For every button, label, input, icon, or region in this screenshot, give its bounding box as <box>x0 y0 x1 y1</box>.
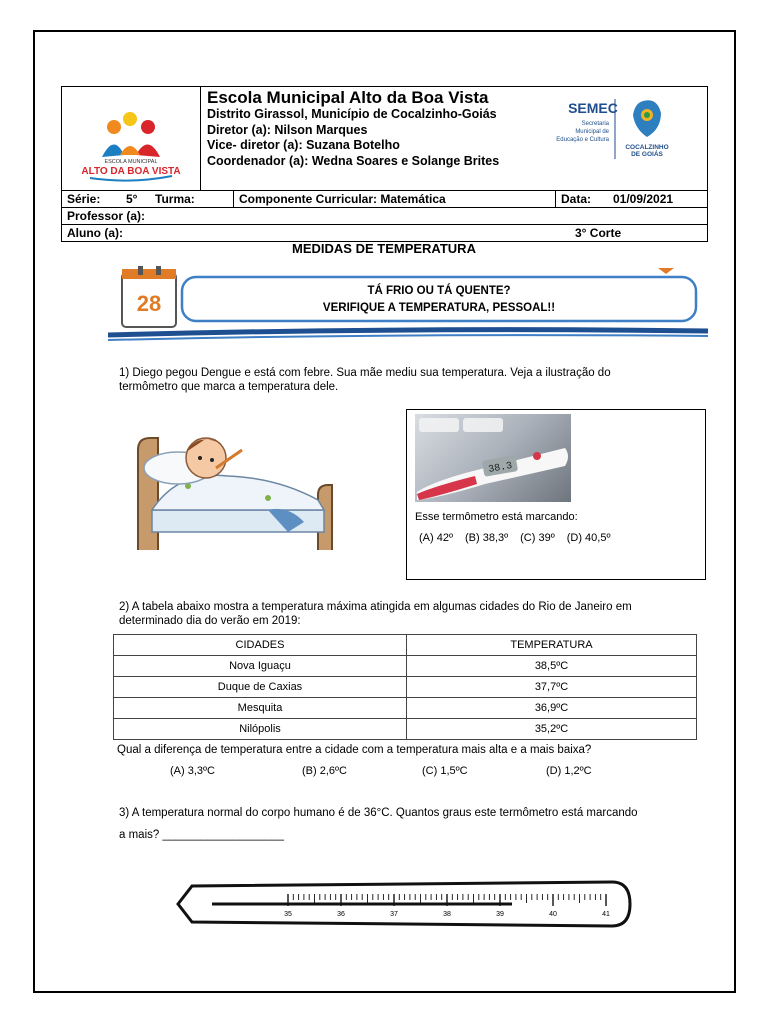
student-field: Aluno (a): <box>67 226 123 240</box>
district-line: Distrito Girassol, Município de Cocalzinho-Goiás <box>207 107 497 121</box>
q1-line-1: 1) Diego pegou Dengue e está com febre. Sua mãe mediu sua temperatura. Veja a ilustração do <box>119 367 611 379</box>
table-cell-temp: 37,7ºC <box>407 677 697 698</box>
date-value: 01/09/2021 <box>613 192 674 206</box>
header-row-class <box>62 191 707 208</box>
digital-thermometer-image <box>415 414 571 502</box>
logo-text-main: ALTO DA BOA VISTA <box>81 166 181 177</box>
serie-value: 5° <box>126 192 138 206</box>
logo-text-top: ESCOLA MUNICIPAL <box>104 159 158 165</box>
vice-director-line: Vice- diretor (a): Suzana Botelho <box>207 138 400 152</box>
mercury-thermometer <box>172 876 632 932</box>
q1-option-c[interactable]: (C) 39º <box>520 532 555 544</box>
scale-label: 39 <box>496 911 504 918</box>
scale-label: 35 <box>284 911 292 918</box>
header-row-student <box>62 225 707 241</box>
table-cell-temp: 38,5ºC <box>407 656 697 677</box>
thermometer-caption: Esse termômetro está marcando: <box>415 511 578 523</box>
teacher-field: Professor (a): <box>67 209 146 223</box>
school-logo <box>62 87 201 190</box>
coordinator-line: Coordenador (a): Wedna Soares e Solange Brites <box>207 153 500 168</box>
scale-label: 40 <box>549 911 557 918</box>
table-cell-city: Nilópolis <box>114 719 407 740</box>
table-row <box>114 719 697 740</box>
semec-title: SEMEC <box>568 100 618 116</box>
page-title: MEDIDAS DE TEMPERATURA <box>292 241 476 256</box>
table-header-row <box>114 635 697 656</box>
table-row <box>114 656 697 677</box>
semec-logo <box>551 93 701 173</box>
q2-question: Qual a diferença de temperatura entre a cidade com a temperatura mais alta e a mais baixa? <box>117 744 592 756</box>
school-name: Escola Municipal Alto da Boa Vista <box>207 88 489 107</box>
q1-options <box>419 532 611 544</box>
table-header-temperature: TEMPERATURA <box>407 635 697 656</box>
director-line: Diretor (a): Nilson Marques <box>207 122 368 137</box>
sick-boy-illustration <box>118 410 338 560</box>
activity-banner <box>108 265 708 347</box>
table-cell-city: Duque de Caxias <box>114 677 407 698</box>
scale-label: 37 <box>390 911 398 918</box>
table-header-cities: CIDADES <box>114 635 407 656</box>
q2-line-1: 2) A tabela abaixo mostra a temperatura máxima atingida em algumas cidades do Rio de Janeiro em <box>119 601 632 613</box>
header-row-teacher <box>62 208 707 225</box>
table-row <box>114 677 697 698</box>
banner-line-1: TÁ FRIO OU TÁ QUENTE? <box>367 285 511 297</box>
thermometer-box <box>406 409 706 580</box>
component-label: Componente Curricular: Matemática <box>234 191 556 207</box>
q1-option-a[interactable]: (A) 42º <box>419 532 453 544</box>
semec-city-1: COCALZINHO <box>625 144 669 151</box>
table-cell-city: Nova Iguaçu <box>114 656 407 677</box>
thermometer-display: 38.3 <box>487 460 514 476</box>
table-cell-city: Mesquita <box>114 698 407 719</box>
scale-label: 36 <box>337 911 345 918</box>
corte-label: 3° Corte <box>575 226 622 240</box>
semec-line-3: Educação e Cultura <box>556 137 609 143</box>
q2-option-c[interactable]: (C) 1,5ºC <box>422 765 468 777</box>
q2-option-d[interactable]: (D) 1,2ºC <box>546 765 592 777</box>
date-label: Data: <box>561 192 592 206</box>
turma-label: Turma: <box>150 191 234 207</box>
q1-option-b[interactable]: (B) 38,3º <box>464 532 509 544</box>
q2-line-2: determinado dia do verão em 2019: <box>119 615 301 627</box>
scale-label: 38 <box>443 911 451 918</box>
q3-line-1: 3) A temperatura normal do corpo humano é de 36°C. Quantos graus este termômetro está marcando <box>119 807 638 819</box>
q1-option-d[interactable]: (D) 40,5º <box>566 532 611 544</box>
table-cell-temp: 36,9ºC <box>407 698 697 719</box>
serie-label: Série: <box>67 192 101 206</box>
scale-label: 41 <box>602 911 610 918</box>
temperature-table <box>113 634 697 740</box>
table-cell-temp: 35,2ºC <box>407 719 697 740</box>
q2-option-a[interactable]: (A) 3,3ºC <box>170 765 215 777</box>
q1-line-2: termômetro que marca a temperatura dele. <box>119 381 339 393</box>
semec-city-2: DE GOIÁS <box>631 151 663 158</box>
q2-option-b[interactable]: (B) 2,6ºC <box>302 765 347 777</box>
header-table <box>61 86 708 242</box>
q3-line-2[interactable]: a mais? ___________________ <box>119 829 284 841</box>
semec-line-2: Municipal de <box>575 129 609 135</box>
banner-line-2: VERIFIQUE A TEMPERATURA, PESSOAL!! <box>322 302 556 314</box>
semec-line-1: Secretaria <box>581 121 609 127</box>
table-row <box>114 698 697 719</box>
banner-number: 28 <box>136 291 162 316</box>
